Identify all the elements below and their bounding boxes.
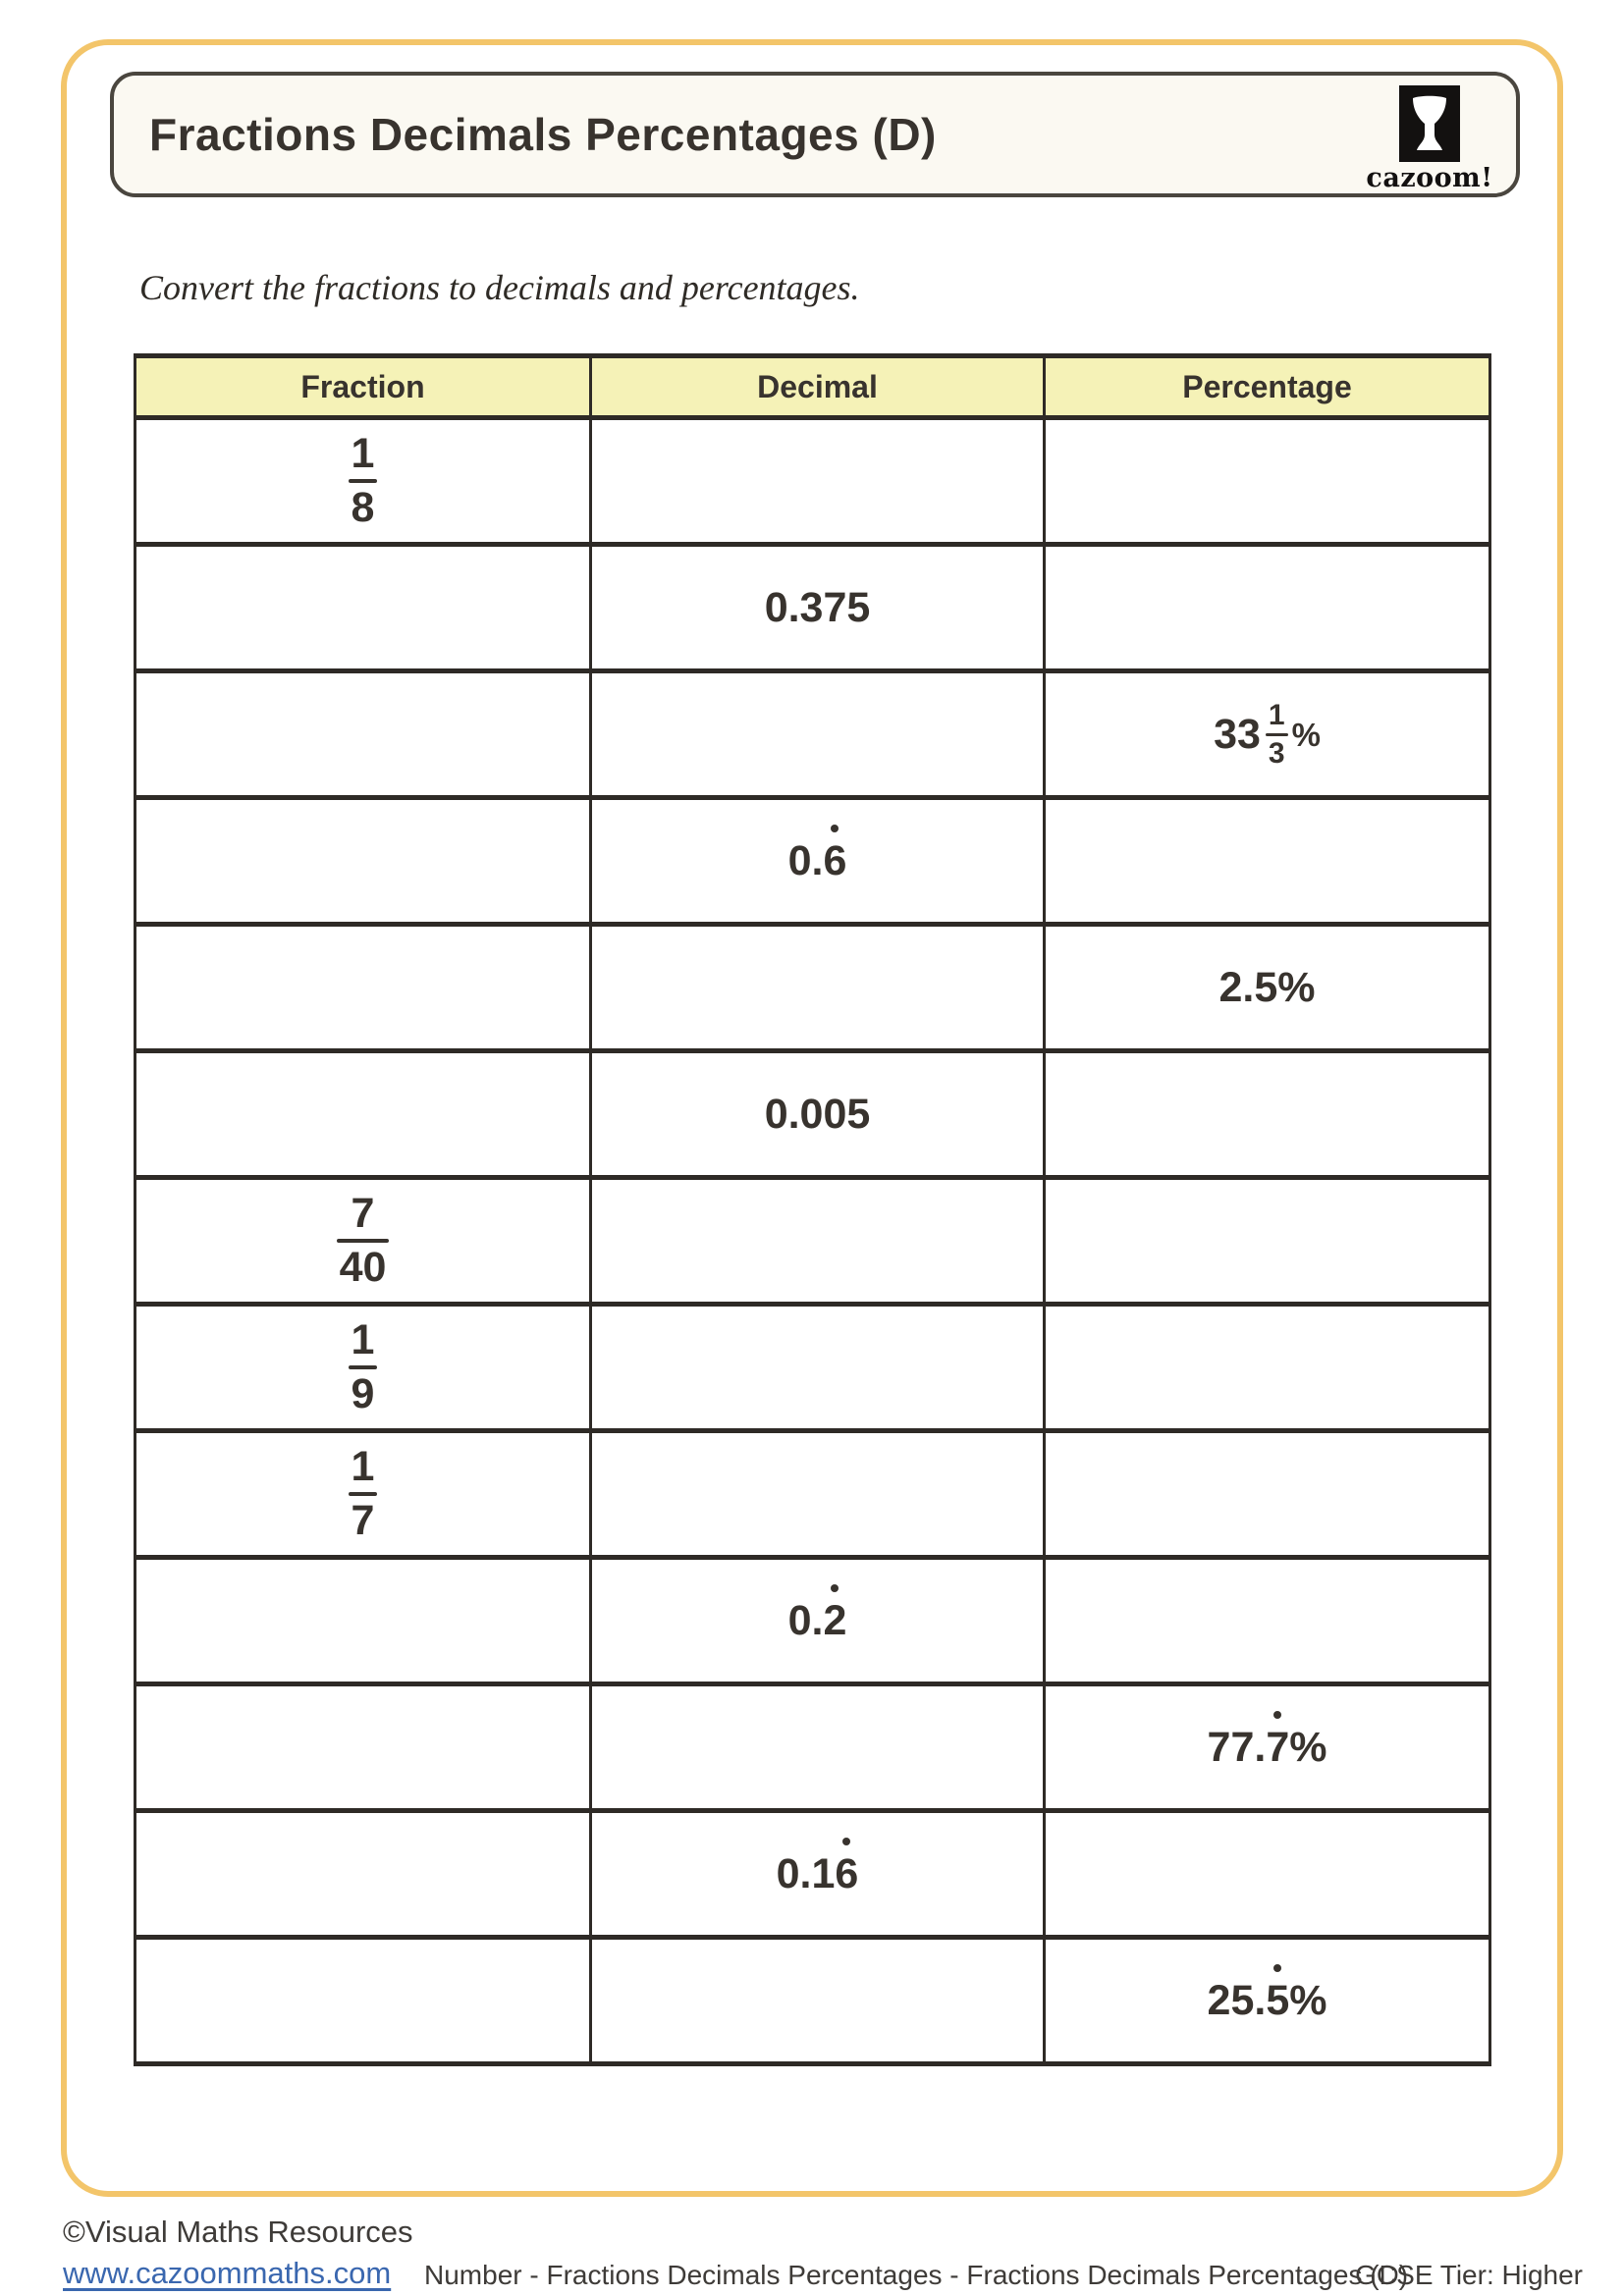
percentage-cell bbox=[1045, 925, 1490, 1051]
empty-answer-cell bbox=[1045, 418, 1490, 545]
page-title: Fractions Decimals Percentages (D) bbox=[149, 109, 937, 160]
percentage-value: 25.5% bbox=[1207, 1976, 1327, 2024]
fraction-bar bbox=[337, 1239, 390, 1243]
percentage-value: 77.7% bbox=[1207, 1723, 1327, 1771]
percentage-cell bbox=[1045, 1938, 1490, 2064]
empty-answer-cell bbox=[135, 1938, 591, 2064]
empty-answer-cell bbox=[591, 671, 1045, 798]
decimal-cell bbox=[591, 1811, 1045, 1938]
decimal-cell bbox=[591, 798, 1045, 925]
table-row bbox=[135, 545, 1490, 671]
fraction-value: $\frac{1}{7}$ bbox=[349, 1445, 378, 1543]
fraction-cell bbox=[135, 1431, 591, 1558]
conversion-table bbox=[134, 353, 1491, 2066]
fraction-value: $\frac{7}{40}$ bbox=[337, 1192, 390, 1290]
fraction-value: $\frac{1}{8}$ bbox=[349, 432, 378, 530]
decimal-value: 0.005 bbox=[764, 1090, 871, 1138]
empty-answer-cell bbox=[1045, 545, 1490, 671]
table-row bbox=[135, 418, 1490, 545]
empty-answer-cell bbox=[1045, 1051, 1490, 1178]
instruction-text: Convert the fractions to decimals and percentages. bbox=[139, 268, 860, 307]
table-row bbox=[135, 1684, 1490, 1811]
decimal-cell bbox=[591, 1558, 1045, 1684]
percent-sign: % bbox=[1289, 1723, 1327, 1771]
fraction-cell bbox=[135, 1305, 591, 1431]
percent-sign: % bbox=[1291, 716, 1321, 753]
djembe-drum-icon bbox=[1399, 85, 1460, 162]
empty-answer-cell bbox=[1045, 1305, 1490, 1431]
percentage-cell bbox=[1045, 671, 1490, 798]
empty-answer-cell bbox=[591, 1938, 1045, 2064]
column-header-percentage: Percentage bbox=[1045, 356, 1490, 418]
table-row bbox=[135, 1305, 1490, 1431]
recurring-digit: 6 bbox=[823, 836, 847, 884]
empty-answer-cell bbox=[135, 671, 591, 798]
tier-label: GCSE Tier: Higher bbox=[1355, 2260, 1583, 2290]
table-row bbox=[135, 1558, 1490, 1684]
recurring-digit: 7 bbox=[1266, 1723, 1290, 1771]
worksheet-title-bar bbox=[110, 72, 1520, 197]
empty-answer-cell bbox=[591, 925, 1045, 1051]
empty-answer-cell bbox=[1045, 1178, 1490, 1305]
worksheet-breadcrumb: Number - Fractions Decimals Percentages - Fractions Decimals Percentages (D) bbox=[424, 2260, 1409, 2290]
decimal-cell bbox=[591, 1051, 1045, 1178]
percentage-value: 33 $\frac{1}{3}$ % bbox=[1214, 698, 1321, 770]
empty-answer-cell bbox=[135, 925, 591, 1051]
fraction-bar bbox=[349, 1492, 378, 1496]
decimal-value: 0.2 bbox=[787, 1596, 847, 1644]
empty-answer-cell bbox=[591, 1431, 1045, 1558]
recurring-digit: 5 bbox=[1266, 1976, 1290, 2024]
fraction-part: $\frac{1}{3}$ bbox=[1266, 700, 1288, 770]
empty-answer-cell bbox=[1045, 1811, 1490, 1938]
table-row bbox=[135, 798, 1490, 925]
recurring-digit: 2 bbox=[823, 1596, 847, 1644]
fraction-cell bbox=[135, 418, 591, 545]
decimal-cell bbox=[591, 545, 1045, 671]
fraction-bar bbox=[349, 479, 378, 483]
empty-answer-cell bbox=[1045, 798, 1490, 925]
empty-answer-cell bbox=[591, 1178, 1045, 1305]
empty-answer-cell bbox=[591, 1305, 1045, 1431]
empty-answer-cell bbox=[135, 1051, 591, 1178]
percentage-value: 2.5% bbox=[1218, 963, 1316, 1011]
logo-wordmark: cazoom! bbox=[1366, 163, 1493, 193]
table-row bbox=[135, 925, 1490, 1051]
empty-answer-cell bbox=[591, 418, 1045, 545]
table-row bbox=[135, 671, 1490, 798]
decimal-value: 0.375 bbox=[764, 583, 871, 631]
decimal-value: 0.6 bbox=[787, 836, 847, 884]
fraction-cell bbox=[135, 1178, 591, 1305]
empty-answer-cell bbox=[135, 1558, 591, 1684]
table-row bbox=[135, 1431, 1490, 1558]
column-header-decimal: Decimal bbox=[591, 356, 1045, 418]
percent-sign: % bbox=[1289, 1976, 1327, 2024]
column-header-fraction: Fraction bbox=[135, 356, 591, 418]
cazoom-logo bbox=[1361, 85, 1498, 193]
table-row bbox=[135, 1178, 1490, 1305]
table-row bbox=[135, 1938, 1490, 2064]
table-row bbox=[135, 1811, 1490, 1938]
website-link[interactable]: www.cazoommaths.com bbox=[63, 2256, 392, 2290]
empty-answer-cell bbox=[135, 1684, 591, 1811]
table-header-row bbox=[135, 356, 1490, 418]
percentage-cell bbox=[1045, 1684, 1490, 1811]
fraction-value: $\frac{1}{9}$ bbox=[349, 1318, 378, 1416]
recurring-digit: 6 bbox=[835, 1849, 859, 1897]
copyright-text: ©Visual Maths Resources bbox=[63, 2215, 413, 2249]
empty-answer-cell bbox=[135, 798, 591, 925]
decimal-value: 0.16 bbox=[776, 1849, 859, 1897]
empty-answer-cell bbox=[1045, 1558, 1490, 1684]
table-row bbox=[135, 1051, 1490, 1178]
empty-answer-cell bbox=[591, 1684, 1045, 1811]
fraction-bar bbox=[349, 1365, 378, 1369]
empty-answer-cell bbox=[135, 1811, 591, 1938]
fraction-bar bbox=[1266, 733, 1288, 736]
empty-answer-cell bbox=[1045, 1431, 1490, 1558]
empty-answer-cell bbox=[135, 545, 591, 671]
